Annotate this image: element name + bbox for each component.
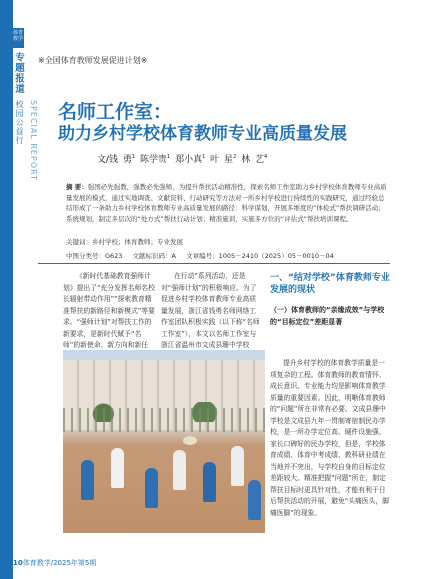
issue-label: /2025年第5期 <box>50 559 97 567</box>
body-column-3: 提升乡村学校的体育教学质量是一项复杂的工程。体育教师的教育情怀、成长意识、专业能力均是影响体育教学质量的重要因素。因此，明晰体育教师的“问题”所在非常有必要。文成县珊中学校是文成县九年一贯制寄宿制民办学校，是一所办学定位高、硬件设施强、家长口碑好的民办学校，但是，学校体育成绩、体育中考成绩、教科研业绩在当地并不突出，与学校自身的目标定位差距较大。精准把握“问题”所在，制定帮扶目标时更具针对性，才能有利于日后帮扶活动的开展，避免“头痛医头，脚痛医脚”的现象。 <box>270 359 390 517</box>
abstract-label: 摘 要： <box>66 183 88 191</box>
article-number: 文章编号：1005－2410（2025）05－0010－04 <box>186 252 334 260</box>
journal-name: 体育教学 <box>22 559 51 567</box>
body-column-1: 《新时代基础教育强师计划》提出了“充分发挥名师名校长辐射带动作用”“探索教育精准帮扶的新路径和新模式”等要求。“强师计划”对帮扶工作的新要求，是新时代赋予“名师”的新使命、新方向和新任 <box>63 272 155 349</box>
author-affiliation: 1 <box>131 154 136 160</box>
keywords-label: 关键词： <box>66 238 92 246</box>
author-affiliation: 1 <box>167 154 171 160</box>
photo-student <box>248 480 261 520</box>
column-english: SPECIAL REPORT <box>29 100 38 181</box>
abstract-text: 强国必先强教，强教必先强师，为提升帮扶活动精准性，探索名师工作室助力乡村学校体育教师专业高质量发展的模式，通过实地调查、文献资料、行动研究等方法对一所乡村学校进行持续性的实践研究，通过经验总结形成了一条助力乡村学校体育教师专业高质量发展的路径：科学谋划，开展多维度的“体检式”帮扶调研活动；系统规划，制定多层次的“处方式”帮扶行动计划；精准施训，实施多方位的“评估式”帮扶培训课程。 <box>66 183 387 223</box>
photo-student <box>203 462 216 502</box>
body-column-2: 在行动”系列活动，还是对“强师计划”的积极响应。为了促进乡村学校体育教师专业高质量发展，浙江省钱勇名师网络工作室团队积极实践（以下称“名师工作室”），本文以名师工作室与浙江省温州市文成县珊中学校 <box>161 272 260 349</box>
author-name: 郑小真 <box>175 155 203 165</box>
photo-students-playground <box>63 350 265 533</box>
series-note: ※全国体育教师发展促进计划※ <box>38 56 148 65</box>
section-heading: 一、“结对学校”体育教师专业发展的现状 <box>270 273 390 295</box>
author-name: 林 艺 <box>241 155 264 165</box>
keywords <box>66 237 388 246</box>
author-affiliation: 4 <box>263 154 268 160</box>
photo-ball <box>183 436 197 445</box>
classification-line <box>66 251 388 260</box>
article-title-line2: 助力乡村学校体育教师专业高质量发展 <box>58 124 347 144</box>
section-subheading: （一）体育教师的“亲缘成效”与学校的“目标定位”差距显著 <box>270 306 385 326</box>
column-badge: 体育教学 <box>12 28 24 48</box>
page-number: 10 <box>13 559 23 567</box>
photo-student <box>173 450 186 490</box>
document-code: 文献标识码：A <box>132 252 176 260</box>
photo-fence <box>63 408 265 432</box>
clc-number: 中图分类号：G623 <box>66 252 123 260</box>
abstract <box>66 182 388 224</box>
author-name: 钱 勇 <box>109 155 132 165</box>
author-name: 陈学贵 <box>139 155 167 165</box>
author-affiliation: 2 <box>233 154 237 160</box>
author-line <box>97 152 267 165</box>
column-subtitle: 校园公益行 <box>15 100 24 145</box>
page-footer <box>13 558 96 568</box>
photo-student <box>111 448 124 488</box>
author-prefix: 文/ <box>97 155 110 165</box>
divider <box>38 263 390 264</box>
column-title: 专题报道 <box>13 52 24 94</box>
author-affiliation: 1 <box>202 154 206 160</box>
keywords-text: 乡村学校；体育教师；专业发展 <box>92 238 183 246</box>
author-name: 叶 星 <box>210 155 234 165</box>
photo-student <box>231 446 244 486</box>
article-title-line1: 名师工作室： <box>58 101 173 123</box>
photo-student <box>145 468 158 508</box>
photo-student <box>81 460 94 500</box>
